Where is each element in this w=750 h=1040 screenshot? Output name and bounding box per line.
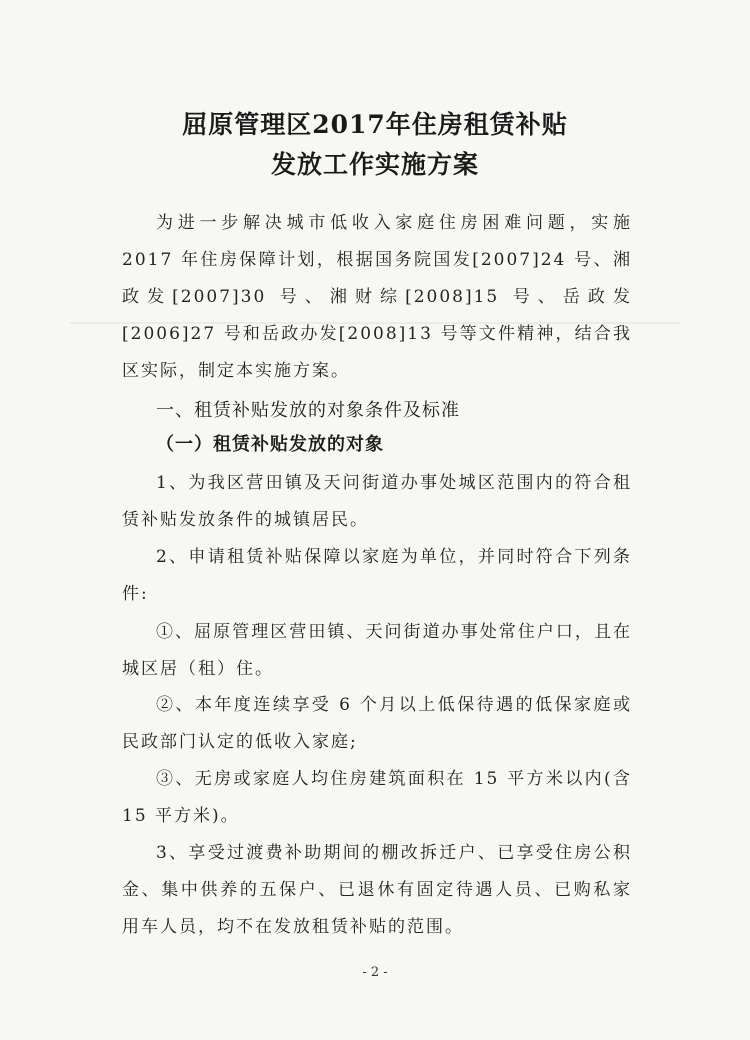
document-title-line2: 发放工作实施方案: [270, 150, 479, 179]
intro-paragraph: 为进一步解决城市低收入家庭住房困难问题，实施 2017 年住房保障计划，根据国务院国发[2007]24 号、湘政发[2007]30 号、湘财综[2008]15 号、岳政发[2006]27 号和岳政办发[2008]13 号等文件精神，结合我区实际，制定本实施方案。: [122, 213, 632, 381]
condition-2-paragraph: ②、本年度连续享受 6 个月以上低保待遇的低保家庭或民政部门认定的低收入家庭;: [122, 695, 632, 752]
item-2-paragraph: 2、申请租赁补贴保障以家庭为单位，并同时符合下列条件:: [122, 547, 632, 604]
section1-subheading: （一）租赁补贴发放的对象: [156, 434, 384, 455]
condition-3-paragraph: ③、无房或家庭人均住房建筑面积在 15 平方米以内(含 15 平方米)。: [122, 769, 632, 826]
condition-1-paragraph: ①、屈原管理区营田镇、天问街道办事处常住户口，且在城区居（租）住。: [122, 622, 632, 679]
item-1-paragraph: 1、为我区营田镇及天问街道办事处城区范围内的符合租赁补贴发放条件的城镇居民。: [122, 473, 632, 530]
document-title-line1: 屈原管理区2017年住房租赁补贴: [182, 110, 568, 139]
section1-heading: 一、租赁补贴发放的对象条件及标准: [156, 400, 460, 421]
item-3-paragraph: 3、享受过渡费补助期间的棚改拆迁户、已享受住房公积金、集中供养的五保户、已退休有固定待遇人员、已购私家用车人员，均不在发放租赁补贴的范围。: [122, 843, 632, 937]
page-number: - 2 -: [362, 965, 388, 980]
